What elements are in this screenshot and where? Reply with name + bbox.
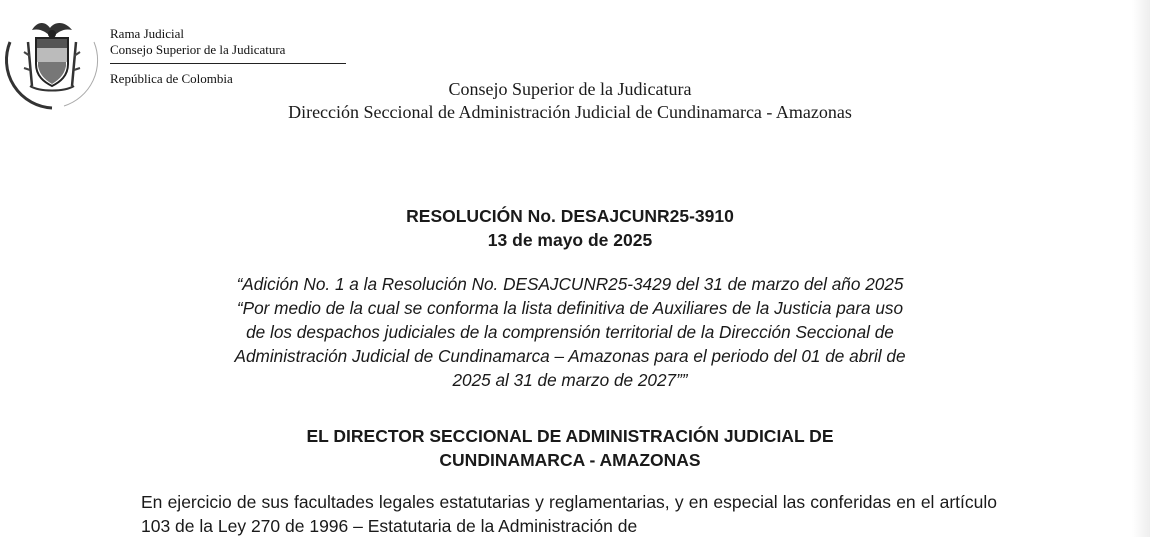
branch-identifier xyxy=(110,26,346,87)
resolution-summary xyxy=(140,272,1000,392)
letterhead-council: Consejo Superior de la Judicatura xyxy=(448,79,692,99)
branch-divider xyxy=(110,63,346,64)
resolution-heading xyxy=(140,204,1000,252)
resolution-date: 13 de mayo de 2025 xyxy=(487,230,653,250)
branch-line-rama: Rama Judicial xyxy=(110,26,185,41)
resolution-number: RESOLUCIÓN No. DESAJCUNR25-3910 xyxy=(406,206,734,226)
director-line: EL DIRECTOR SECCIONAL DE ADMINISTRACIÓN JUDICIAL DE xyxy=(306,426,834,446)
summary-line: 2025 al 31 de marzo de 2027”” xyxy=(452,370,688,390)
summary-line: Administración Judicial de Cundinamarca – Amazonas para el periodo del 01 de abril de xyxy=(234,346,906,366)
branch-line-republica: República de Colombia xyxy=(110,71,233,86)
body-paragraph: En ejercicio de sus facultades legales estatutarias y reglamentarias, y en especial las conferidas en el artículo 103 de la Ley 270 de 1996 – Estatutaria de la Administración de xyxy=(141,492,997,536)
summary-line: “Por medio de la cual se conforma la lista definitiva de Auxiliares de la Justicia para uso xyxy=(236,298,904,318)
director-line: CUNDINAMARCA - AMAZONAS xyxy=(439,450,701,470)
letterhead-directorate: Dirección Seccional de Administración Judicial de Cundinamarca - Amazonas xyxy=(288,102,852,122)
branch-line-consejo: Consejo Superior de la Judicatura xyxy=(110,42,286,57)
summary-line: “Adición No. 1 a la Resolución No. DESAJCUNR25-3429 del 31 de marzo del año 2025 xyxy=(236,274,904,294)
director-heading xyxy=(140,424,1000,472)
summary-line: de los despachos judiciales de la comprensión territorial de la Dirección Seccional de xyxy=(246,322,894,342)
